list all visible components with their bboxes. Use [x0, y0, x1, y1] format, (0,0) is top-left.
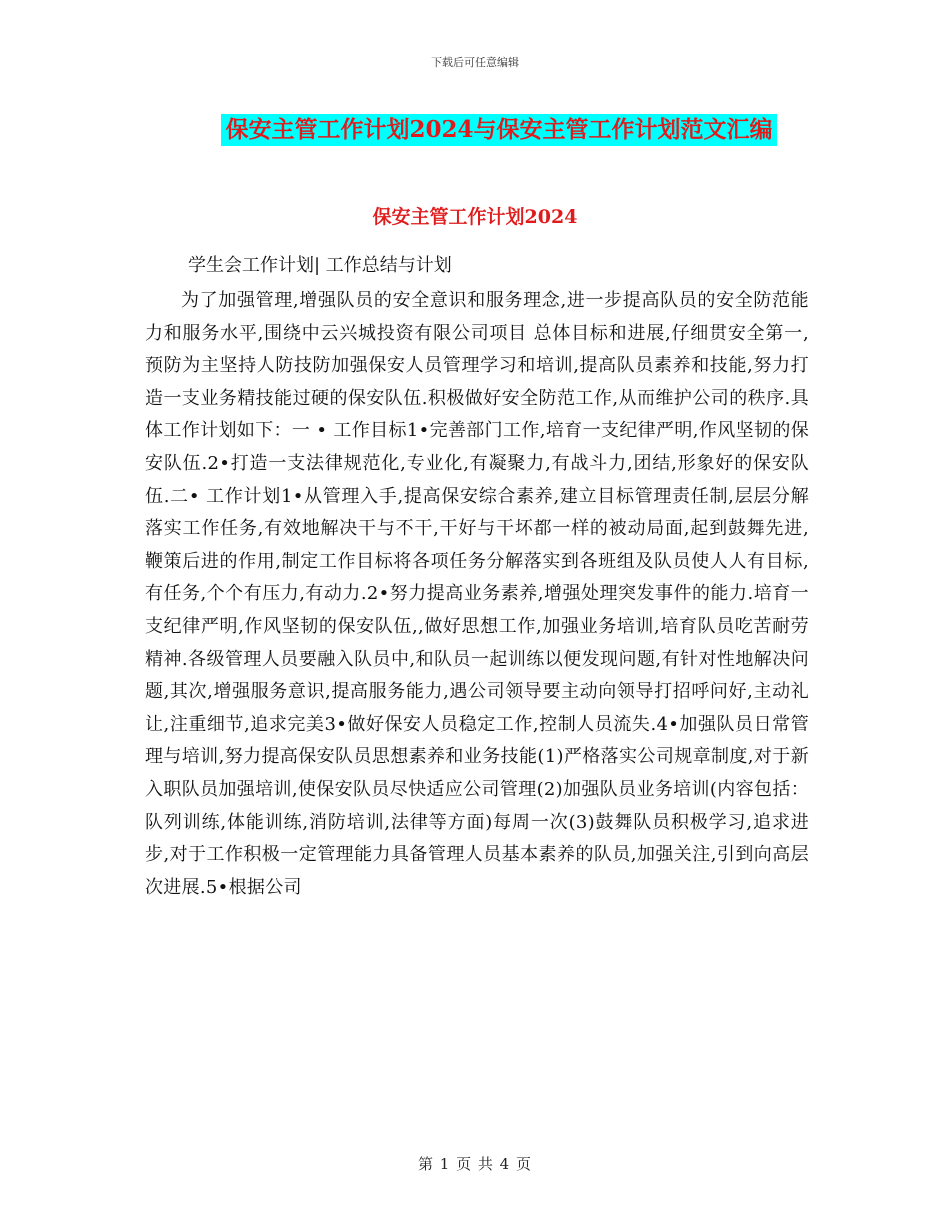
body-paragraph: 为了加强管理,增强队员的安全意识和服务理念,进一步提高队员的安全防范能力和服务水平,围绕中云兴城投资有限公司项目 总体目标和进展,仔细贯安全第一,预防为主坚持人防技防加强保安人员管理学习和培训,提高队员素养和技能,努力打造一支业务精技能过硬的保安队伍.积极做好安全防范工作,从而维护公司的秩序.具体工作计划如下：一 • 工作目标1•完善部门工作,培育一支纪律严明,作风坚韧的保安队伍.2•打造一支法律规范化,专业化,有凝聚力,有战斗力,团结,形象好的保安队伍.二• 工作计划1•从管理入手,提高保安综合素养,建立目标管理责任制,层层分解落实工作任务,有效地解决干与不干,干好与干坏都一样的被动局面,起到鼓舞先进,鞭策后进的作用,制定工作目标将各项任务分解落实到各班组及队员使人人有目标,有任务,个个有压力,有动力.2•努力提高业务素养,增强处理突发事件的能力.培育一支纪律严明,作风坚韧的保安队伍,,做好思想工作,加强业务培训,培育队员吃苦耐劳精神.各级管理人员要融入队员中,和队员一起训练以便发现问题,有针对性地解决问题,其次,增强服务意识,提高服务能力,遇公司领导要主动向领导打招呼问好,主动礼让,注重细节,追求完美3•做好保安人员稳定工作,控制人员流失.4•加强队员日常管理与培训,努力提高保安队员思想素养和业务技能(1)严格落实公司规章制度,对于新入职队员加强培训,使保安队员尽快适应公司管理(2)加强队员业务培训(内容包括：队列训练,体能训练,消防培训,法律等方面)每周一次(3)鼓舞队员积极学习,追求进步,对于工作积极一定管理能力具备管理人员基本素养的队员,加强关注,引到向高层次进展.5•根据公司 [145, 290, 809, 898]
document-title-container [0, 114, 950, 146]
page-footer: 第 1 页 共 4 页 [418, 1155, 532, 1173]
subheading: 学生会工作计划| 工作总结与计划 [188, 255, 452, 276]
page-header: 下载后可任意编辑 [431, 56, 519, 69]
section-title: 保安主管工作计划2024 [372, 206, 578, 228]
document-title: 保安主管工作计划2024与保安主管工作计划范文汇编 [221, 114, 776, 146]
